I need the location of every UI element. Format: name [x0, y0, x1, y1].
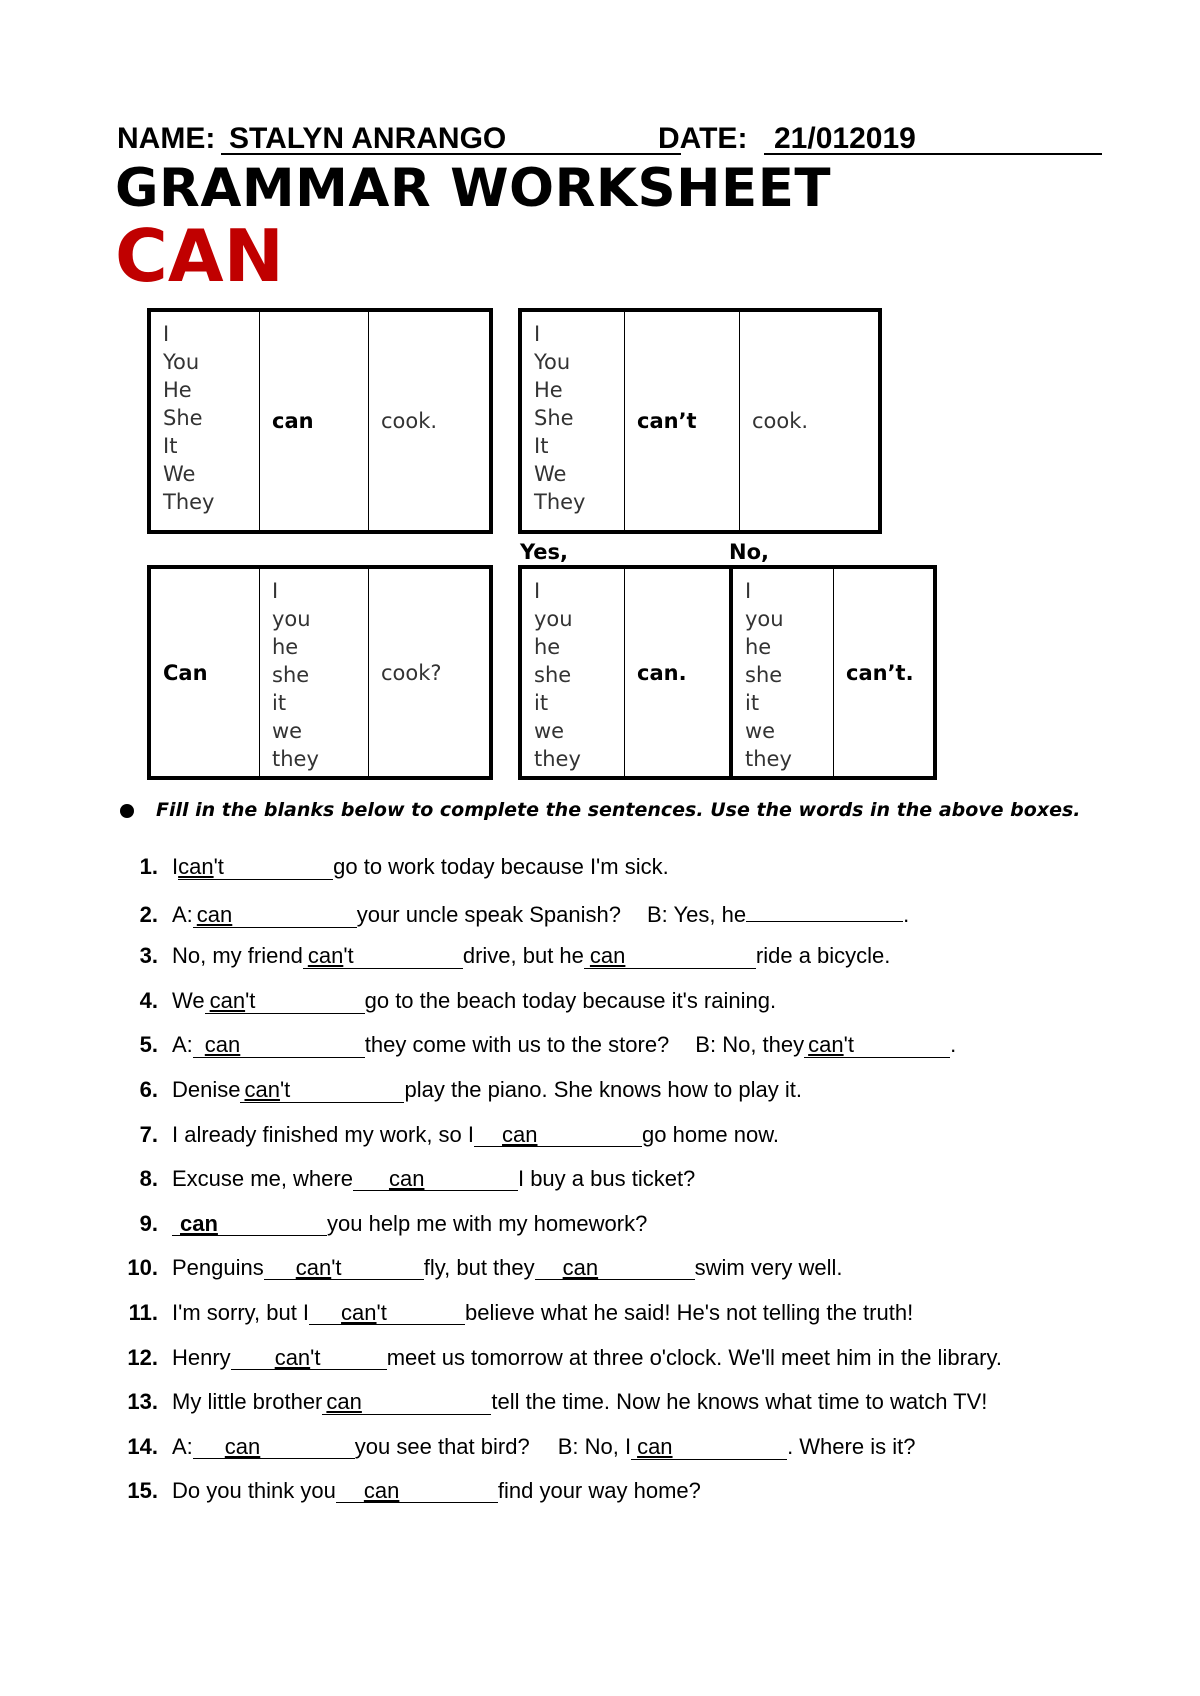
name-field[interactable]: STALYN ANRANGO	[221, 122, 681, 155]
answer-blank[interactable]: can	[193, 903, 357, 928]
answer-blank[interactable]: can	[193, 1435, 355, 1459]
table-short-answers	[518, 565, 937, 780]
instruction	[120, 799, 1081, 821]
question-item: 10. Penguins can't fly, but they can swim very well.	[127, 1255, 843, 1281]
answer-blank[interactable]: can't	[205, 989, 365, 1014]
answer-blank[interactable]: can't	[231, 1346, 387, 1370]
worksheet-title: GRAMMAR WORKSHEET	[115, 158, 832, 219]
question-item: 6. Denise can't play the piano. She knows how to play it.	[139, 1076, 802, 1102]
question-item: 8. Excuse me, where can I buy a bus ticket?	[139, 1166, 696, 1192]
answer-blank[interactable]: can	[172, 1212, 327, 1236]
subject-list: I you he she it we they	[260, 567, 369, 778]
no-label: No,	[729, 540, 769, 564]
table-question	[147, 565, 493, 780]
header-line	[117, 122, 1102, 158]
no-modal-cell: can’t.	[834, 567, 936, 778]
answer-blank[interactable]: can	[353, 1167, 518, 1191]
answer-blank[interactable]: can	[193, 1033, 365, 1058]
modal-cell: can’t	[625, 310, 740, 532]
question-item: 12. Henry can't meet us tomorrow at three o'clock. We'll meet him in the library.	[127, 1344, 1002, 1370]
table-negative	[518, 308, 882, 534]
answer-blank[interactable]: can't	[309, 1301, 465, 1325]
name-label: NAME:	[117, 122, 216, 155]
answer-blank[interactable]: can	[631, 1435, 787, 1460]
answer-blank[interactable]: can't	[178, 855, 333, 880]
question-item: 13. My little brother can tell the time. Now he knows what time to watch TV!	[127, 1389, 988, 1415]
question-item: 14. A: can you see that bird? B: No, I can . Where is it?	[127, 1433, 916, 1459]
date-field[interactable]: 21/012019	[764, 122, 1102, 155]
answer-blank[interactable]: can	[535, 1256, 695, 1280]
answer-blank[interactable]	[746, 897, 903, 922]
answer-blank[interactable]: can	[584, 944, 756, 969]
table-affirmative	[147, 308, 493, 534]
question-item: 2. A: can your uncle speak Spanish? B: Yes, he .	[110, 897, 1002, 942]
question-item: 3. No, my friend can't drive, but he can ride a bicycle.	[139, 943, 891, 969]
answer-blank[interactable]: can't	[264, 1256, 424, 1280]
answer-blank[interactable]: can	[336, 1479, 498, 1503]
question-list	[110, 852, 1002, 1521]
verb-cell: cook.	[740, 310, 881, 532]
answer-blank[interactable]: can	[322, 1390, 491, 1415]
question-item: 7. I already finished my work, so I can go home now.	[139, 1121, 779, 1147]
yes-label: Yes,	[520, 540, 568, 564]
subject-list: I You He She It We They	[149, 310, 260, 532]
date-label: DATE:	[658, 122, 748, 155]
yes-subject-list: I you he she it we they	[520, 567, 625, 778]
question-item: 11. I'm sorry, but I can't believe what he said! He's not telling the truth!	[128, 1299, 914, 1325]
question-item: 4. We can't go to the beach today because it's raining.	[139, 987, 777, 1013]
yes-modal-cell: can.	[625, 567, 732, 778]
question-item: 9. can you help me with my homework?	[139, 1210, 648, 1236]
question-item: 5. A: can they come with us to the store? B: No, they can't .	[139, 1032, 957, 1058]
verb-cell: cook.	[369, 310, 492, 532]
question-item: 15. Do you think you can find your way home?	[127, 1478, 701, 1504]
subject-list: I You He She It We They	[520, 310, 625, 532]
answer-blank[interactable]: can	[474, 1123, 642, 1147]
question-item: 1. Ican't go to work today because I'm sick.	[139, 854, 669, 879]
modal-cell: can	[260, 310, 369, 532]
answer-blank[interactable]: can't	[240, 1078, 404, 1103]
answer-blank[interactable]: can't	[303, 944, 463, 969]
bullet-icon	[120, 804, 134, 818]
answer-blank[interactable]: can't	[804, 1033, 950, 1058]
modal-cell: Can	[149, 567, 260, 778]
verb-cell: cook?	[369, 567, 492, 778]
instruction-text: Fill in the blanks below to complete the sentences. Use the words in the above boxes.	[156, 799, 1081, 821]
no-subject-list: I you he she it we they	[731, 567, 834, 778]
worksheet-subtitle: CAN	[115, 214, 284, 298]
